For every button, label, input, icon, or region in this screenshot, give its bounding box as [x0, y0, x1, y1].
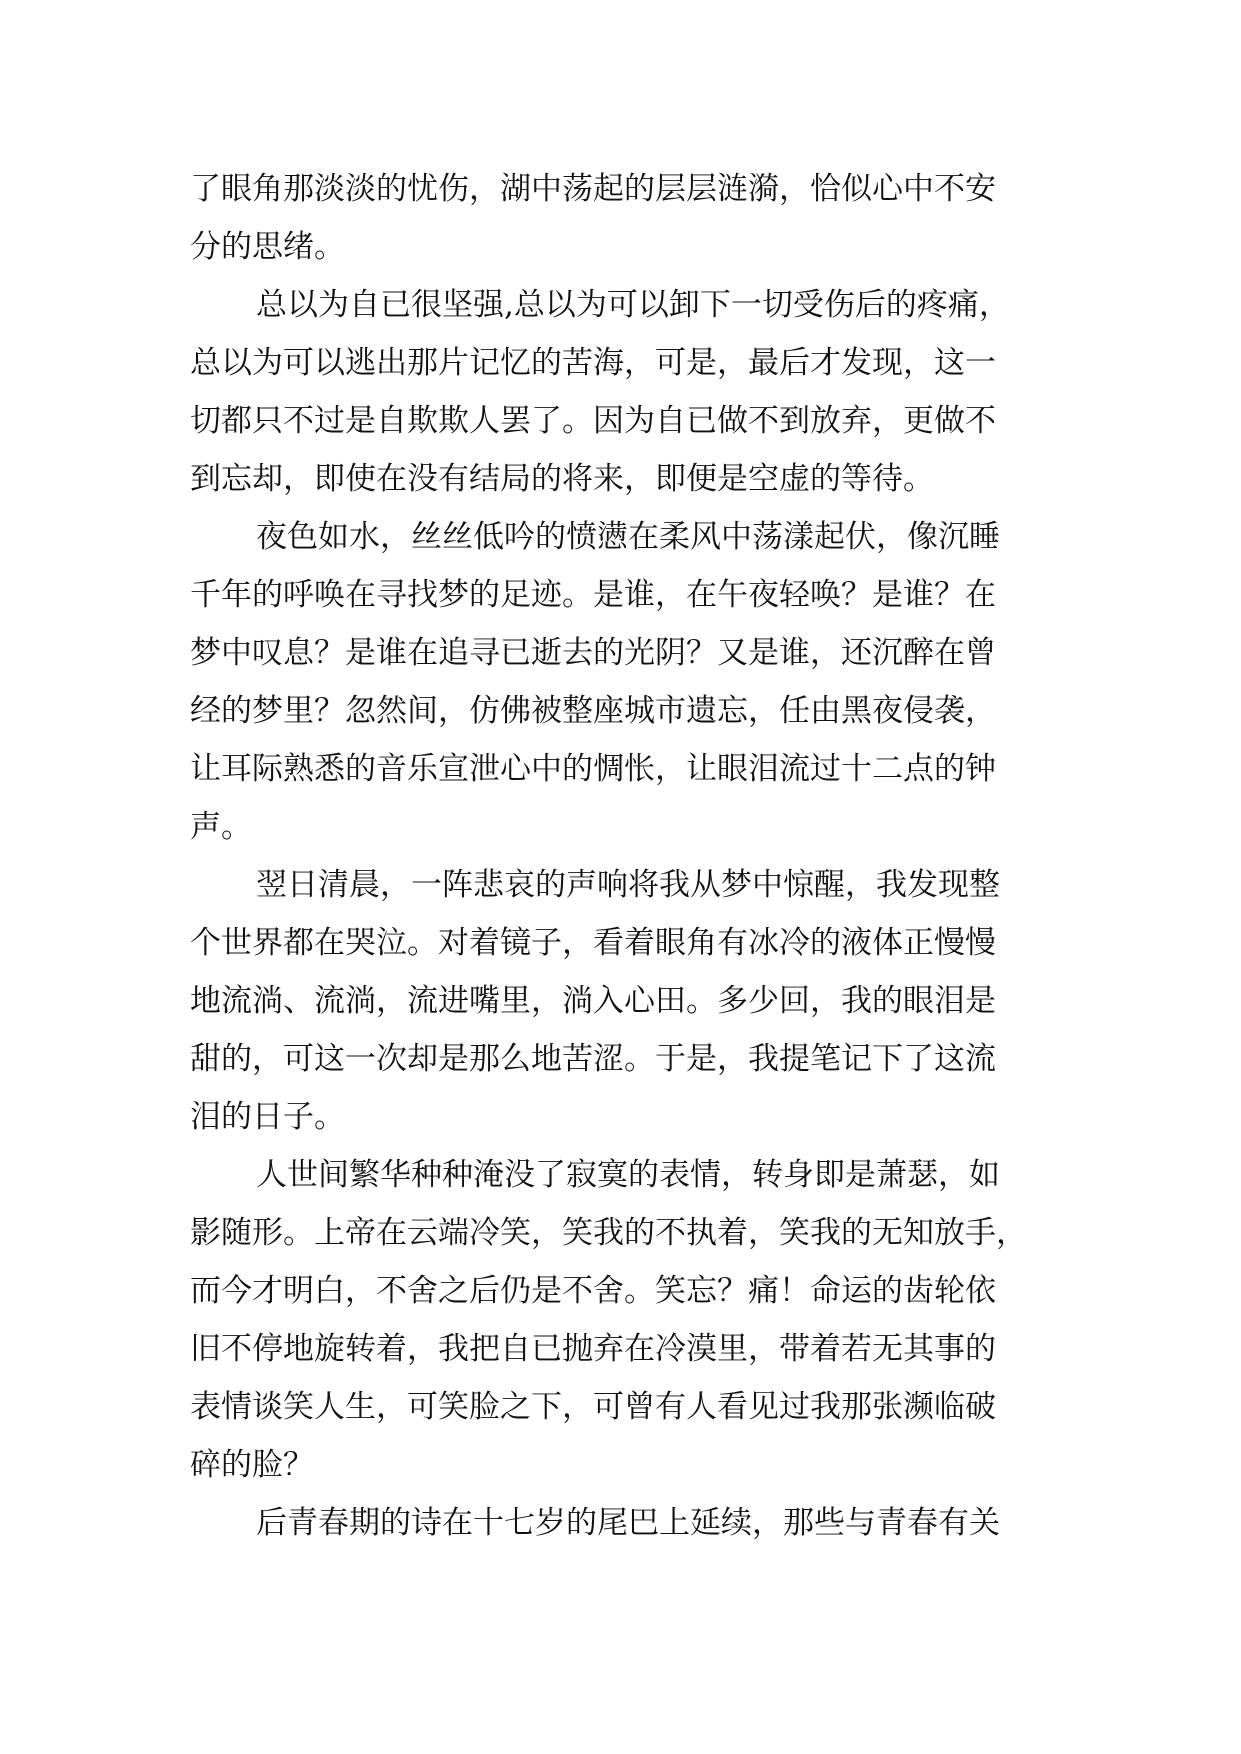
text-line: 而今才明白，不舍之后仍是不舍。笑忘？痛！命运的齿轮依 — [190, 1273, 996, 1309]
text-line: 表情谈笑人生，可笑脸之下，可曾有人看见过我那张濒临破 — [190, 1389, 996, 1425]
text-line: 甜的，可这一次却是那么地苦涩。于是，我提笔记下了这流 — [190, 1041, 996, 1077]
text-line: 地流淌、流淌，流进嘴里，淌入心田。多少回，我的眼泪是 — [190, 983, 996, 1019]
text-line: 泪的日子。 — [190, 1099, 345, 1135]
text-line: 梦中叹息？是谁在追寻已逝去的光阴？又是谁，还沉醉在曾 — [190, 635, 996, 671]
paragraph-first-line: 总以为自已很坚强,总以为可以卸下一切受伤后的疼痛， — [256, 287, 1010, 323]
text-line: 切都只不过是自欺欺人罢了。因为自已做不到放弃，更做不 — [190, 403, 996, 439]
text-line: 到忘却，即使在没有结局的将来，即便是空虚的等待。 — [190, 461, 934, 497]
text-line: 总以为可以逃出那片记忆的苦海，可是，最后才发现，这一 — [190, 345, 996, 381]
text-line: 让耳际熟悉的音乐宣泄心中的惆怅，让眼泪流过十二点的钟 — [190, 751, 996, 787]
paragraph-first-line: 人世间繁华种种淹没了寂寞的表情，转身即是萧瑟，如 — [256, 1157, 1000, 1193]
text-line: 经的梦里？忽然间，仿佛被整座城市遗忘，任由黑夜侵袭， — [190, 693, 996, 729]
paragraph-first-line: 夜色如水，丝丝低吟的愤懑在柔风中荡漾起伏，像沉睡 — [256, 519, 1000, 555]
text-line: 分的思绪。 — [190, 229, 345, 265]
text-line: 千年的呼唤在寻找梦的足迹。是谁，在午夜轻唤？是谁？在 — [190, 577, 996, 613]
paragraph-first-line: 翌日清晨，一阵悲哀的声响将我从梦中惊醒，我发现整 — [256, 867, 1000, 903]
text-line: 声。 — [190, 809, 252, 845]
text-line: 影随形。上帝在云端冷笑，笑我的不执着，笑我的无知放手， — [190, 1215, 1027, 1251]
text-line: 个世界都在哭泣。对着镜子，看着眼角有冰冷的液体正慢慢 — [190, 925, 996, 961]
text-line: 了眼角那淡淡的忧伤，湖中荡起的层层涟漪，恰似心中不安 — [190, 171, 996, 207]
text-line: 旧不停地旋转着，我把自已抛弃在冷漠里，带着若无其事的 — [190, 1331, 996, 1367]
paragraph-first-line: 后青春期的诗在十七岁的尾巴上延续，那些与青春有关 — [256, 1505, 1000, 1541]
text-line: 碎的脸？ — [190, 1447, 314, 1483]
body-text — [190, 160, 1090, 1552]
